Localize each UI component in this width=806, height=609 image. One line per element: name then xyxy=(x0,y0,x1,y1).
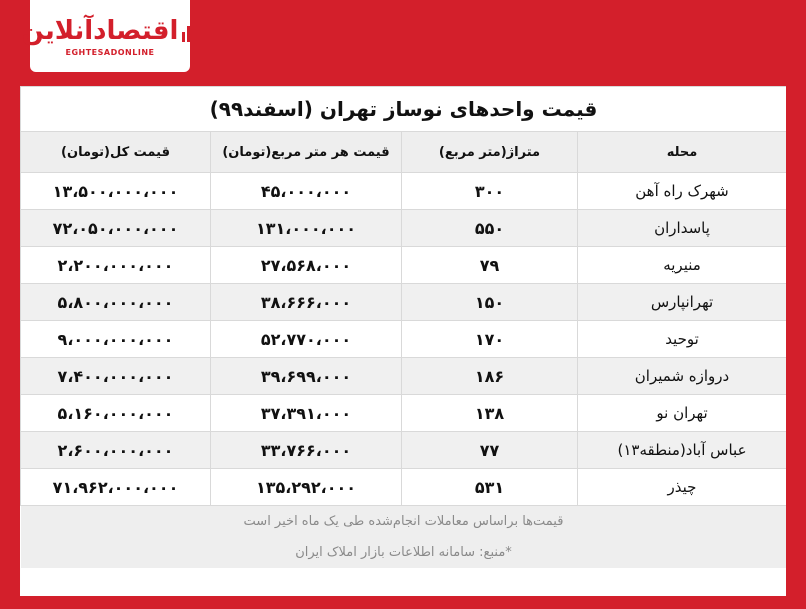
cell-total-price: ۵،۱۶۰،۰۰۰،۰۰۰ xyxy=(21,395,211,432)
cell-price-per-meter: ۳۳،۷۶۶،۰۰۰ xyxy=(211,432,402,469)
cell-total-price: ۲،۲۰۰،۰۰۰،۰۰۰ xyxy=(21,247,211,284)
cell-price-per-meter: ۲۷،۵۶۸،۰۰۰ xyxy=(211,247,402,284)
cell-total-price: ۷۱،۹۶۲،۰۰۰،۰۰۰ xyxy=(21,469,211,506)
cell-area: ۵۵۰ xyxy=(402,210,578,247)
cell-neighborhood: منیریه xyxy=(578,247,787,284)
cell-neighborhood: عباس آباد(منطقه۱۳) xyxy=(578,432,787,469)
cell-total-price: ۷،۴۰۰،۰۰۰،۰۰۰ xyxy=(21,358,211,395)
table-row xyxy=(21,395,787,432)
cell-area: ۱۸۶ xyxy=(402,358,578,395)
cell-price-per-meter: ۳۷،۳۹۱،۰۰۰ xyxy=(211,395,402,432)
header-price-per-meter: قیمت هر متر مربع(تومان) xyxy=(211,132,402,173)
header-area: متراژ(متر مربع) xyxy=(402,132,578,173)
table-row xyxy=(21,469,787,506)
cell-total-price: ۵،۸۰۰،۰۰۰،۰۰۰ xyxy=(21,284,211,321)
cell-neighborhood: چیذر xyxy=(578,469,787,506)
cell-total-price: ۱۳،۵۰۰،۰۰۰،۰۰۰ xyxy=(21,173,211,210)
cell-price-per-meter: ۱۳۵،۲۹۲،۰۰۰ xyxy=(211,469,402,506)
table-source: *منبع: سامانه اطلاعات بازار املاک ایران xyxy=(21,536,787,568)
cell-neighborhood: تهران نو xyxy=(578,395,787,432)
cell-area: ۷۷ xyxy=(402,432,578,469)
table-row xyxy=(21,321,787,358)
logo-bars-icon xyxy=(182,20,198,42)
cell-area: ۵۳۱ xyxy=(402,469,578,506)
cell-price-per-meter: ۳۹،۶۹۹،۰۰۰ xyxy=(211,358,402,395)
cell-total-price: ۷۲،۰۵۰،۰۰۰،۰۰۰ xyxy=(21,210,211,247)
table-row xyxy=(21,284,787,321)
table-row xyxy=(21,210,787,247)
cell-neighborhood: شهرک راه آهن xyxy=(578,173,787,210)
table-source-row xyxy=(21,536,787,568)
table-title: قیمت واحدهای نوساز تهران (اسفند۹۹) xyxy=(21,87,787,132)
logo xyxy=(21,0,190,72)
table-header-row xyxy=(21,132,787,173)
table-row xyxy=(21,247,787,284)
price-table xyxy=(20,86,786,568)
logo-subtext: EGHTESADONLINE xyxy=(65,47,155,57)
cell-area: ۱۳۸ xyxy=(402,395,578,432)
table-row xyxy=(21,432,787,469)
cell-total-price: ۹،۰۰۰،۰۰۰،۰۰۰ xyxy=(21,321,211,358)
cell-area: ۳۰۰ xyxy=(402,173,578,210)
cell-price-per-meter: ۴۵،۰۰۰،۰۰۰ xyxy=(211,173,402,210)
table-note-row xyxy=(21,506,787,537)
cell-neighborhood: پاسداران xyxy=(578,210,787,247)
header-neighborhood: محله xyxy=(578,132,787,173)
cell-area: ۱۷۰ xyxy=(402,321,578,358)
cell-neighborhood: تهرانپارس xyxy=(578,284,787,321)
cell-neighborhood: دروازه شمیران xyxy=(578,358,787,395)
logo-text: اقتصادآنلاین xyxy=(21,15,179,46)
cell-price-per-meter: ۳۸،۶۶۶،۰۰۰ xyxy=(211,284,402,321)
cell-price-per-meter: ۵۲،۷۷۰،۰۰۰ xyxy=(211,321,402,358)
cell-price-per-meter: ۱۳۱،۰۰۰،۰۰۰ xyxy=(211,210,402,247)
cell-neighborhood: توحید xyxy=(578,321,787,358)
cell-area: ۱۵۰ xyxy=(402,284,578,321)
cell-total-price: ۲،۶۰۰،۰۰۰،۰۰۰ xyxy=(21,432,211,469)
price-table-sheet xyxy=(20,86,786,596)
table-note: قیمت‌ها براساس معاملات انجام‌شده طی یک ماه اخیر است xyxy=(21,506,787,537)
table-row xyxy=(21,358,787,395)
header-total-price: قیمت کل(تومان) xyxy=(21,132,211,173)
table-title-row xyxy=(21,87,787,132)
cell-area: ۷۹ xyxy=(402,247,578,284)
table-row xyxy=(21,173,787,210)
